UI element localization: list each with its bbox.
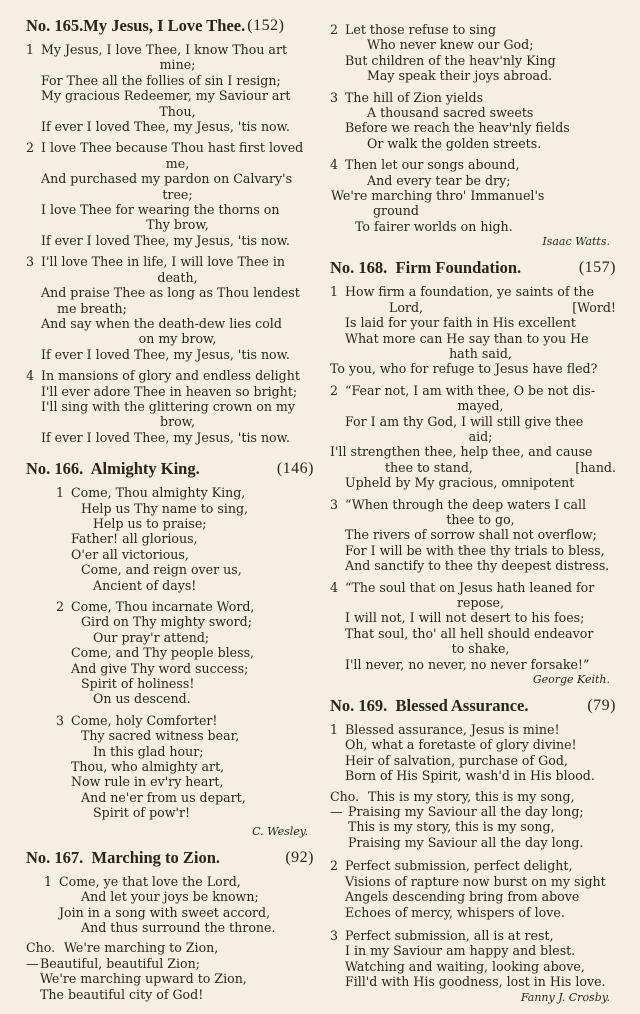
hymn-author: Isaac Watts. (542, 235, 610, 249)
stanza-number: 2 (26, 140, 35, 156)
verse-line-split (345, 300, 616, 315)
hymn-title-168 (330, 258, 616, 278)
hymn-name: Marching to Zion. (91, 847, 221, 867)
verse-line: Let those refuse to sing (345, 22, 497, 37)
tune-reference: (79) (587, 697, 616, 715)
verse-line: I'll strengthen thee, help thee, and cause (330, 444, 593, 460)
verse-line: And sanctify to thee thy deepest distress. (345, 558, 610, 574)
stanza-number: 1 (26, 42, 35, 57)
tune-reference: (146) (276, 460, 314, 478)
verse-line: The beautiful city of God! (40, 986, 204, 1002)
verse-line: Thou, who almighty art, (71, 759, 225, 775)
hymn-number: No. 165. (26, 16, 84, 35)
stanza (330, 22, 616, 84)
stanza (330, 157, 616, 234)
stanza-number: 4 (26, 368, 35, 384)
stanza-number: 4 (330, 157, 339, 173)
hymn-name: My Jesus, I Love Thee. (83, 16, 246, 35)
verse-line: Thy sacred witness bear, (81, 728, 240, 744)
verse-line: Beautiful, beautiful Zion; (40, 955, 200, 971)
stanza-number: 3 (330, 927, 339, 943)
verse-line: thee to go, (446, 511, 515, 527)
stanza (330, 858, 616, 920)
verse-line: Blessed assurance, Jesus is mine! (345, 722, 560, 738)
hymn-title-169 (330, 696, 616, 716)
verse-line: tree; (162, 186, 193, 202)
verse-line: Come, Thou incarnate Word, (71, 599, 255, 614)
verse-line: mayed, (457, 398, 504, 414)
hymn-title-165 (26, 16, 314, 36)
verse-line: How firm a foundation, ye saints of the (345, 284, 595, 300)
stanza-number: 1 (44, 873, 53, 889)
verse-line: Join in a song with sweet accord, (59, 904, 271, 920)
stanza-number: 2 (330, 858, 339, 874)
verse-line: The rivers of sorrow shall not overflow; (345, 527, 597, 543)
verse-line: Come, Thou almighty King, (71, 485, 246, 501)
stanza (26, 368, 314, 445)
stanza-number: 2 (330, 382, 339, 398)
verse-line: A thousand sacred sweets (367, 105, 534, 121)
verse-line: Praising my Saviour all the day long; (348, 804, 584, 820)
verse-line: Gird on Thy mighty sword; (81, 614, 252, 630)
verse-line: This is my story, this is my song, (368, 788, 575, 804)
verse-line: O'er all victorious, (71, 546, 189, 562)
verse-line: Watching and waiting, looking above, (345, 958, 585, 974)
verse-line: If ever I loved Thee, my Jesus, 'tis now. (41, 119, 290, 135)
chorus (330, 789, 616, 851)
hymn-number: No. 168. (330, 258, 388, 278)
hymn-167 (26, 848, 314, 1002)
verse-line: But children of the heav'nly King (345, 52, 556, 68)
verse-line: And thus surround the throne. (81, 919, 276, 935)
verse-line: Come, and Thy people bless, (71, 645, 255, 661)
hymn-number: No. 167. (26, 847, 84, 867)
verse-line: Oh, what a foretaste of glory divine! (345, 737, 577, 753)
verse-line: I love Thee for wearing the thorns on (41, 202, 280, 218)
stanza (26, 485, 314, 593)
verse-line: And ne'er from us depart, (81, 789, 246, 805)
verse-line: Echoes of mercy, whispers of love. (345, 904, 565, 920)
verse-line-split (345, 460, 616, 475)
verse-line: Upheld by My gracious, omnipotent (345, 475, 575, 491)
stanza-number: 1 (330, 722, 339, 738)
tune-reference: (152) (247, 17, 285, 34)
verse-line: Spirit of pow'r! (93, 805, 191, 821)
hymn-title-166 (26, 459, 314, 479)
verse-line: On us descend. (93, 691, 191, 707)
verse-line: me breath; (57, 300, 127, 316)
verse-line: Help us to praise; (93, 515, 207, 531)
verse-line: To fairer worlds on high. (355, 218, 513, 234)
hymn-author: Fanny J. Crosby. (520, 990, 610, 1004)
hymn-number: No. 166. (26, 459, 84, 479)
verse-line: [Word! (572, 299, 616, 315)
verse-line: on my brow, (138, 331, 217, 347)
stanza-number: 2 (330, 22, 339, 37)
verse-line: Come, and reign over us, (81, 562, 242, 578)
verse-line: brow, (160, 414, 195, 430)
verse-line: Heir of salvation, purchase of God, (345, 752, 568, 768)
verse-line: [hand. (575, 459, 616, 475)
verse-line: Father! all glorious, (71, 531, 198, 547)
verse-line: For I am thy God, I will still give thee (345, 413, 584, 429)
verse-line: hath said, (449, 345, 512, 361)
stanza (330, 284, 616, 376)
verse-line: Come, ye that love the Lord, (59, 873, 241, 889)
right-column (330, 22, 616, 1014)
stanza-number: 3 (26, 254, 35, 270)
verse-line: We're marching to Zion, (64, 940, 219, 956)
verse-line: aid; (468, 428, 493, 444)
hymn-166 (26, 459, 314, 838)
verse-line: Visions of rapture now burst on my sight (345, 873, 606, 889)
verse-line: Ancient of days! (93, 577, 197, 593)
verse-line: We're marching thro' Immanuel's (331, 188, 545, 204)
verse-line: My gracious Redeemer, my Saviour art (41, 88, 291, 104)
verse-line: Who never knew our God; (367, 37, 534, 53)
verse-line: Born of His Spirit, wash'd in His blood. (345, 768, 595, 784)
hymn-167-continued (330, 22, 616, 248)
tune-reference: (92) (285, 848, 314, 866)
stanza (26, 874, 314, 936)
stanza-number: 2 (56, 599, 65, 614)
hymn-169 (330, 696, 616, 1004)
verse-line: “Fear not, I am with thee, O be not dis- (345, 382, 596, 398)
stanza-number: 1 (56, 485, 65, 501)
verse-line: Fill'd with His goodness, lost in His love. (345, 974, 606, 990)
chorus-label: Cho.— (26, 940, 56, 971)
stanza (26, 713, 314, 821)
verse-line: That soul, tho' all hell should endeavor (345, 625, 594, 641)
left-column (26, 16, 314, 1012)
verse-line: Or walk the golden streets. (367, 135, 542, 151)
verse-line: I'll sing with the glittering crown on my (41, 398, 295, 414)
verse-line: I'll love Thee in life, I will love Thee in (41, 254, 285, 270)
verse-line: The hill of Zion yields (345, 89, 484, 105)
hymn-number: No. 169. (330, 696, 388, 716)
verse-line: I'll never, no never, no never forsake!” (345, 656, 590, 672)
chorus-label: Cho.— (330, 788, 360, 820)
verse-line: “The soul that on Jesus hath leaned for (345, 579, 595, 595)
verse-line: Praising my Saviour all the day long. (348, 834, 584, 850)
verse-line: “When through the deep waters I call (345, 496, 587, 512)
verse-line: me, (165, 155, 190, 171)
verse-line: If ever I loved Thee, my Jesus, 'tis now. (41, 346, 290, 362)
stanza-number: 3 (330, 89, 339, 105)
verse-line: I'll ever adore Thee in heaven so bright; (41, 383, 298, 399)
verse-line: We're marching upward to Zion, (40, 971, 247, 987)
verse-line: My Jesus, I love Thee, I know Thou art (41, 42, 288, 57)
stanza-number: 4 (330, 579, 339, 595)
hymn-165 (26, 16, 314, 445)
tune-reference: (157) (578, 259, 616, 277)
verse-line: And say when the death-dew lies cold (41, 315, 282, 331)
verse-line: May speak their joys abroad. (367, 68, 553, 84)
verse-line: In this glad hour; (93, 743, 204, 759)
verse-line: I love Thee because Thou hast first loved (41, 140, 304, 156)
hymn-author: C. Wesley. (252, 824, 308, 838)
verse-line: Perfect submission, perfect delight, (345, 858, 573, 874)
hymn-name: Almighty King. (90, 459, 200, 479)
stanza (330, 383, 616, 491)
hymn-name: Firm Foundation. (395, 258, 522, 278)
verse-line: Our pray'r attend; (93, 629, 210, 645)
verse-line: Help us Thy name to sing, (81, 500, 249, 516)
verse-line: I will not, I will not desert to his foes; (345, 610, 585, 626)
stanza (26, 254, 314, 362)
stanza-number: 3 (56, 712, 65, 728)
verse-line: This is my story, this is my song, (348, 819, 555, 835)
verse-line: And let your joys be known; (81, 889, 259, 905)
verse-line: Thou, (159, 103, 196, 119)
verse-line: death, (157, 269, 198, 285)
verse-line: What more can He say than to you He (345, 330, 589, 346)
verse-line: And praise Thee as long as Thou lendest (41, 285, 300, 301)
stanza (330, 497, 616, 574)
verse-line: If ever I loved Thee, my Jesus, 'tis now. (41, 429, 290, 445)
stanza (26, 599, 314, 707)
hymn-title-167 (26, 848, 314, 868)
verse-line: And every tear be dry; (367, 172, 511, 188)
stanza (330, 580, 616, 672)
verse-line: Before we reach the heav'nly fields (345, 120, 570, 136)
verse-line: ground (373, 203, 419, 219)
hymn-168 (330, 258, 616, 686)
verse-line: Then let our songs abound, (345, 157, 520, 173)
stanza (330, 90, 616, 152)
hymn-name: Blessed Assurance. (395, 696, 529, 716)
stanza (26, 140, 314, 248)
hymn-author: George Keith. (532, 673, 610, 687)
verse-line: Is laid for your faith in His excellent (345, 315, 576, 331)
stanza-number: 1 (330, 284, 339, 300)
stanza (26, 42, 314, 134)
verse-line: And give Thy word success; (71, 660, 249, 676)
verse-line: If ever I loved Thee, my Jesus, 'tis now. (41, 232, 290, 248)
stanza (330, 722, 616, 784)
chorus (26, 940, 314, 1002)
verse-line: thee to stand, (385, 459, 473, 475)
verse-line: Perfect submission, all is at rest, (345, 927, 554, 943)
verse-line: In mansions of glory and endless delight (41, 368, 300, 384)
verse-line: Come, holy Comforter! (71, 712, 218, 728)
verse-line: Spirit of holiness! (81, 676, 195, 692)
verse-line: For I will be with thee thy trials to bless, (345, 542, 605, 558)
stanza (330, 928, 616, 990)
verse-line: I in my Saviour am happy and blest. (345, 943, 576, 959)
verse-line: Angels descending bring from above (345, 889, 580, 905)
stanza-number: 3 (330, 496, 339, 512)
verse-line: For Thee all the follies of sin I resign; (41, 72, 281, 88)
verse-line: And purchased my pardon on Calvary's (41, 171, 293, 187)
verse-line: to shake, (451, 641, 510, 657)
verse-line: Lord, (389, 299, 424, 315)
verse-line: mine; (159, 57, 196, 73)
verse-line: repose, (456, 595, 505, 610)
verse-line: To you, who for refuge to Jesus have fled? (330, 361, 598, 377)
verse-line: Thy brow, (146, 217, 209, 233)
verse-line: Now rule in ev'ry heart, (71, 774, 224, 790)
